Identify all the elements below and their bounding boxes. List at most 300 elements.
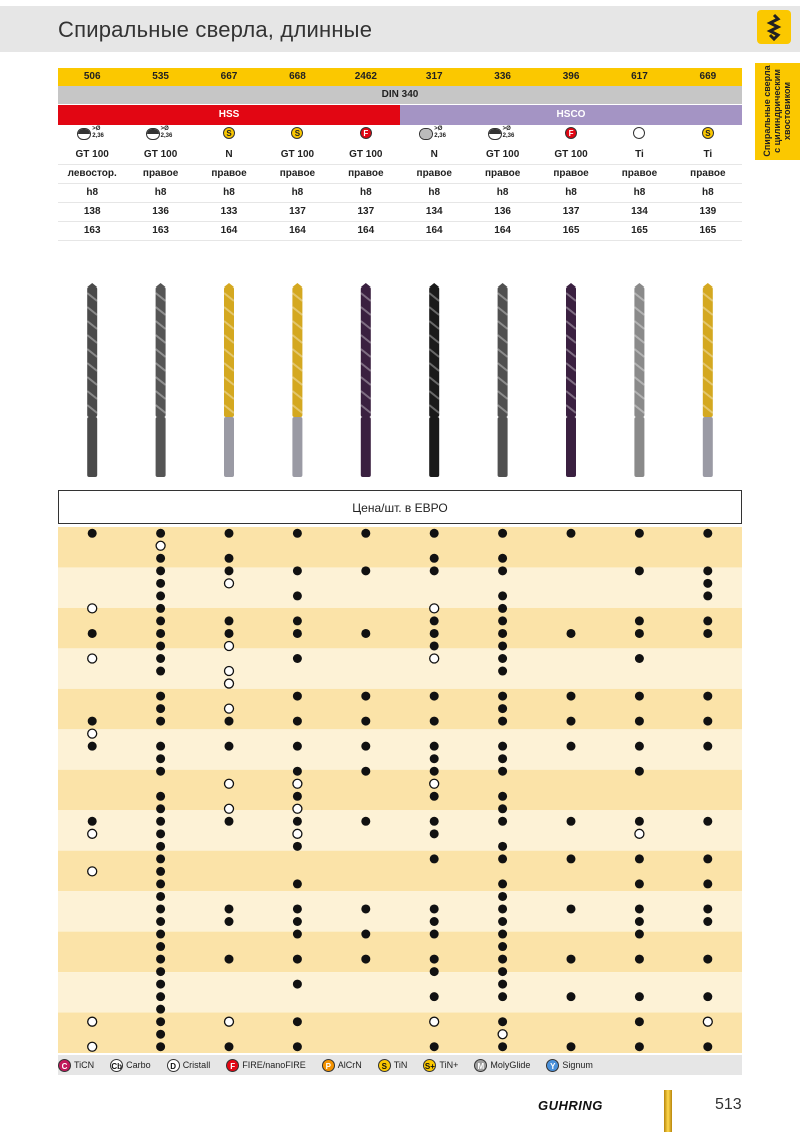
direction-cell: правое bbox=[690, 168, 726, 179]
availability-dot bbox=[293, 566, 302, 575]
availability-dot bbox=[156, 892, 165, 901]
coating-legend bbox=[58, 1055, 742, 1075]
section-side-tab[interactable] bbox=[755, 63, 800, 160]
drill-logo-icon bbox=[757, 10, 791, 44]
availability-dot-optional bbox=[430, 1017, 439, 1026]
legend-coating-icon: P bbox=[322, 1059, 335, 1072]
article-number-cell: 535 bbox=[152, 71, 169, 82]
availability-dot bbox=[156, 692, 165, 701]
availability-dot bbox=[635, 992, 644, 1001]
geometry-label: >Ø 2,36 bbox=[434, 126, 446, 139]
legend-coating-icon: M bbox=[474, 1059, 487, 1072]
availability-dot-optional bbox=[88, 654, 97, 663]
availability-dot bbox=[498, 842, 507, 851]
direction-cell: правое bbox=[416, 168, 452, 179]
geometry-icon bbox=[419, 127, 449, 141]
availability-dot bbox=[156, 529, 165, 538]
availability-dot bbox=[156, 1017, 165, 1026]
legend-item bbox=[58, 1059, 94, 1072]
page-title: Спиральные сверла, длинные bbox=[58, 17, 373, 42]
page-ref-cell: 134 bbox=[631, 206, 648, 217]
availability-dot bbox=[703, 1042, 712, 1051]
availability-dot-optional bbox=[225, 579, 234, 588]
type-cell: GT 100 bbox=[143, 149, 178, 160]
legend-label: Cristall bbox=[182, 1060, 211, 1070]
brand-logo: GUHRING bbox=[538, 1098, 603, 1113]
article-number-cell: 669 bbox=[699, 71, 717, 82]
availability-dot bbox=[498, 980, 507, 989]
drill-image bbox=[634, 283, 644, 477]
legend-item bbox=[167, 1059, 211, 1072]
tolerance-cell: h8 bbox=[154, 187, 167, 198]
legend-label: AlCrN bbox=[337, 1060, 362, 1070]
tolerance-cell: h8 bbox=[496, 187, 509, 198]
page-ref-cell: 133 bbox=[220, 206, 238, 217]
availability-dot bbox=[703, 529, 712, 538]
availability-dot bbox=[498, 529, 507, 538]
availability-dot bbox=[156, 904, 165, 913]
availability-dot bbox=[430, 955, 439, 964]
availability-dot bbox=[635, 1017, 644, 1026]
availability-dot-optional bbox=[225, 704, 234, 713]
availability-dot bbox=[567, 717, 576, 726]
type-cell: N bbox=[225, 149, 233, 160]
availability-dot bbox=[156, 829, 165, 838]
coating-symbol-cell bbox=[605, 127, 673, 145]
availability-dot bbox=[293, 1017, 302, 1026]
availability-dot bbox=[293, 792, 302, 801]
availability-dot bbox=[498, 817, 507, 826]
availability-dot bbox=[430, 917, 439, 926]
article-number-cell: 667 bbox=[220, 71, 238, 82]
availability-dot-optional bbox=[88, 829, 97, 838]
availability-dot bbox=[430, 792, 439, 801]
availability-dot bbox=[635, 1042, 644, 1051]
availability-dot-optional bbox=[635, 829, 644, 838]
availability-dot bbox=[361, 767, 370, 776]
availability-dot bbox=[567, 817, 576, 826]
availability-dot bbox=[156, 792, 165, 801]
coating-symbol-row bbox=[58, 127, 742, 145]
drill-image bbox=[429, 283, 439, 477]
page-ref-cell: 164 bbox=[425, 225, 443, 236]
fire-coating-icon: F bbox=[565, 127, 577, 139]
tolerance-row bbox=[58, 184, 742, 203]
availability-dot bbox=[156, 767, 165, 776]
legend-label: TiN+ bbox=[439, 1060, 459, 1070]
legend-item bbox=[110, 1059, 151, 1072]
availability-dot bbox=[635, 917, 644, 926]
availability-dot bbox=[498, 792, 507, 801]
coating-symbol-cell bbox=[400, 127, 468, 145]
legend-label: TiN bbox=[393, 1060, 408, 1070]
availability-dot-optional bbox=[88, 1017, 97, 1026]
availability-dot bbox=[703, 992, 712, 1001]
geometry-icon bbox=[488, 127, 518, 141]
availability-dot bbox=[156, 942, 165, 951]
availability-dot bbox=[635, 654, 644, 663]
availability-dot bbox=[156, 717, 165, 726]
availability-dot bbox=[430, 829, 439, 838]
availability-dot bbox=[430, 992, 439, 1001]
availability-dot bbox=[567, 629, 576, 638]
availability-dot bbox=[156, 980, 165, 989]
availability-dot bbox=[498, 804, 507, 813]
drill-image bbox=[498, 283, 508, 477]
tolerance-cell: h8 bbox=[633, 187, 646, 198]
availability-dot bbox=[498, 604, 507, 613]
legend-coating-icon: Y bbox=[546, 1059, 559, 1072]
availability-dot bbox=[635, 629, 644, 638]
availability-dot bbox=[498, 930, 507, 939]
availability-dot bbox=[498, 879, 507, 888]
article-number-cell: 668 bbox=[289, 71, 306, 82]
availability-dot bbox=[430, 817, 439, 826]
availability-dot bbox=[88, 817, 97, 826]
uncoated-icon bbox=[633, 127, 645, 139]
availability-dot bbox=[430, 629, 439, 638]
legend-coating-icon: D bbox=[167, 1059, 180, 1072]
availability-dot bbox=[703, 955, 712, 964]
availability-dot bbox=[635, 767, 644, 776]
drill-images bbox=[58, 283, 742, 483]
availability-dot bbox=[498, 704, 507, 713]
availability-dot bbox=[361, 529, 370, 538]
availability-dot bbox=[498, 591, 507, 600]
availability-dot bbox=[156, 591, 165, 600]
availability-dot-optional bbox=[156, 541, 165, 550]
legend-label: Signum bbox=[562, 1060, 593, 1070]
legend-item bbox=[423, 1059, 458, 1072]
fire-coating-icon: F bbox=[360, 127, 372, 139]
availability-dot bbox=[635, 616, 644, 625]
availability-dot bbox=[293, 616, 302, 625]
availability-dot bbox=[293, 717, 302, 726]
availability-dot bbox=[703, 566, 712, 575]
availability-dot bbox=[225, 616, 234, 625]
article-number-row bbox=[58, 68, 742, 86]
availability-dot bbox=[498, 566, 507, 575]
availability-dot-optional bbox=[88, 729, 97, 738]
availability-dot bbox=[156, 667, 165, 676]
type-cell: GT 100 bbox=[554, 149, 588, 160]
availability-dots bbox=[58, 527, 742, 1053]
page-ref-cell: 136 bbox=[152, 206, 169, 217]
legend-coating-icon: Cb bbox=[110, 1059, 123, 1072]
drill-image bbox=[361, 283, 371, 477]
availability-dot bbox=[635, 854, 644, 863]
legend-item bbox=[322, 1059, 362, 1072]
page-ref-cell: 137 bbox=[289, 206, 306, 217]
availability-dot bbox=[498, 654, 507, 663]
availability-dot bbox=[225, 917, 234, 926]
price-header: Цена/шт. в ЕВРО bbox=[58, 490, 742, 524]
availability-dot bbox=[293, 917, 302, 926]
availability-dot-optional bbox=[225, 804, 234, 813]
page-ref-cell: 137 bbox=[562, 206, 580, 217]
tin-coating-icon: S bbox=[702, 127, 714, 139]
coating-symbol-cell bbox=[332, 127, 400, 145]
availability-dot bbox=[88, 717, 97, 726]
availability-dot bbox=[156, 955, 165, 964]
availability-dot-optional bbox=[293, 779, 302, 788]
availability-dot-optional bbox=[430, 779, 439, 788]
page-ref-cell: 134 bbox=[425, 206, 443, 217]
availability-dot bbox=[430, 930, 439, 939]
coating-symbol-cell bbox=[537, 127, 605, 145]
availability-dot bbox=[293, 529, 302, 538]
legend-coating-icon: C bbox=[58, 1059, 71, 1072]
availability-dot bbox=[156, 641, 165, 650]
legend-item bbox=[226, 1059, 306, 1072]
availability-dot bbox=[567, 955, 576, 964]
availability-dot-optional bbox=[225, 779, 234, 788]
availability-dot bbox=[430, 717, 439, 726]
availability-dot bbox=[225, 742, 234, 751]
tolerance-cell: h8 bbox=[428, 187, 441, 198]
availability-dot bbox=[430, 967, 439, 976]
availability-dot bbox=[498, 967, 507, 976]
availability-dot bbox=[293, 930, 302, 939]
availability-dot bbox=[430, 529, 439, 538]
availability-dot bbox=[225, 629, 234, 638]
availability-dot bbox=[635, 692, 644, 701]
availability-dot bbox=[498, 942, 507, 951]
page-ref-cell: 136 bbox=[494, 206, 511, 217]
legend-item bbox=[546, 1059, 593, 1072]
availability-dot bbox=[498, 892, 507, 901]
page-ref-cell: 165 bbox=[631, 225, 648, 236]
availability-dot bbox=[703, 742, 712, 751]
legend-item bbox=[378, 1059, 408, 1072]
tolerance-cell: h8 bbox=[565, 187, 577, 198]
availability-dot bbox=[703, 591, 712, 600]
legend-label: TiCN bbox=[74, 1060, 95, 1070]
availability-dot bbox=[498, 692, 507, 701]
availability-dot bbox=[430, 754, 439, 763]
page-ref-cell: 164 bbox=[289, 225, 306, 236]
availability-dot bbox=[361, 692, 370, 701]
type-cell: N bbox=[430, 149, 438, 160]
availability-dot bbox=[498, 904, 507, 913]
availability-dot bbox=[88, 529, 97, 538]
availability-dot bbox=[361, 904, 370, 913]
availability-dot bbox=[293, 591, 302, 600]
availability-dot bbox=[498, 629, 507, 638]
availability-dot bbox=[498, 641, 507, 650]
availability-dot bbox=[156, 917, 165, 926]
availability-dot bbox=[225, 904, 234, 913]
availability-dot bbox=[156, 554, 165, 563]
legend-coating-icon: F bbox=[226, 1059, 239, 1072]
availability-dot bbox=[498, 955, 507, 964]
page-ref-cell: 138 bbox=[83, 206, 101, 217]
availability-dot bbox=[430, 742, 439, 751]
standard-label: DIN 340 bbox=[381, 89, 419, 100]
article-number-cell: 396 bbox=[562, 71, 580, 82]
availability-dot-optional bbox=[88, 604, 97, 613]
availability-dot bbox=[361, 817, 370, 826]
availability-dot bbox=[703, 854, 712, 863]
side-tab-label: Спиральные сверла с цилиндрическим хвостовиком bbox=[762, 65, 792, 157]
tolerance-cell: h8 bbox=[359, 187, 372, 198]
type-cell: Ti bbox=[635, 149, 644, 160]
availability-dot bbox=[156, 1005, 165, 1014]
availability-dot bbox=[156, 879, 165, 888]
coating-symbol-cell bbox=[468, 127, 536, 145]
availability-dot bbox=[498, 754, 507, 763]
availability-dot bbox=[156, 742, 165, 751]
availability-dot-optional bbox=[293, 829, 302, 838]
availability-dot bbox=[498, 917, 507, 926]
availability-dot bbox=[156, 616, 165, 625]
availability-dot bbox=[88, 629, 97, 638]
availability-dot-optional bbox=[430, 654, 439, 663]
availability-dot-optional bbox=[225, 667, 234, 676]
drill-image bbox=[703, 283, 713, 477]
availability-dot-optional bbox=[225, 1017, 234, 1026]
availability-dot bbox=[430, 692, 439, 701]
availability-dot bbox=[293, 955, 302, 964]
availability-dot bbox=[635, 955, 644, 964]
availability-dot-optional bbox=[88, 867, 97, 876]
type-cell: GT 100 bbox=[485, 149, 520, 160]
availability-dot bbox=[293, 629, 302, 638]
material-row bbox=[58, 105, 742, 125]
page-ref-cell: 163 bbox=[83, 225, 101, 236]
availability-dot bbox=[430, 854, 439, 863]
availability-dot bbox=[430, 904, 439, 913]
legend-label: Carbo bbox=[126, 1060, 151, 1070]
availability-dot-optional bbox=[703, 1017, 712, 1026]
type-cell: GT 100 bbox=[280, 149, 315, 160]
availability-dot-optional bbox=[225, 641, 234, 650]
legend-coating-icon: S bbox=[378, 1059, 391, 1072]
availability-dot bbox=[567, 904, 576, 913]
availability-dot bbox=[567, 854, 576, 863]
direction-cell: правое bbox=[279, 168, 316, 179]
availability-dot bbox=[635, 904, 644, 913]
direction-row bbox=[58, 165, 742, 184]
availability-dot bbox=[635, 717, 644, 726]
availability-dot bbox=[225, 529, 234, 538]
type-cell: Ti bbox=[703, 149, 713, 160]
page-ref-cell: 164 bbox=[357, 225, 375, 236]
availability-dot bbox=[156, 654, 165, 663]
availability-dot bbox=[225, 955, 234, 964]
availability-dot bbox=[703, 904, 712, 913]
tolerance-cell: h8 bbox=[86, 187, 99, 198]
availability-dot bbox=[498, 854, 507, 863]
availability-dot bbox=[635, 742, 644, 751]
availability-dot bbox=[703, 692, 712, 701]
coating-symbol-cell bbox=[674, 127, 742, 145]
availability-dot bbox=[430, 554, 439, 563]
page-ref-row-b bbox=[58, 222, 742, 241]
availability-dot bbox=[293, 767, 302, 776]
availability-dot-optional bbox=[88, 1042, 97, 1051]
coating-symbol-cell bbox=[58, 127, 126, 145]
availability-dot bbox=[567, 692, 576, 701]
availability-dot bbox=[88, 742, 97, 751]
availability-dot bbox=[498, 742, 507, 751]
geometry-label: >Ø 2,36 bbox=[502, 126, 515, 139]
availability-dot bbox=[293, 692, 302, 701]
availability-dot bbox=[498, 717, 507, 726]
type-cell: GT 100 bbox=[349, 149, 383, 160]
availability-dot bbox=[567, 1042, 576, 1051]
availability-dot bbox=[361, 717, 370, 726]
availability-dot bbox=[567, 742, 576, 751]
page-ref-row-a bbox=[58, 203, 742, 222]
availability-dot bbox=[156, 867, 165, 876]
direction-cell: правое bbox=[484, 168, 521, 179]
availability-dot bbox=[567, 992, 576, 1001]
availability-dot bbox=[293, 654, 302, 663]
type-row bbox=[58, 146, 742, 165]
tolerance-cell: h8 bbox=[223, 187, 235, 198]
availability-dot bbox=[361, 930, 370, 939]
availability-dot bbox=[156, 566, 165, 575]
availability-dot bbox=[156, 967, 165, 976]
availability-dot bbox=[361, 629, 370, 638]
availability-dot bbox=[156, 854, 165, 863]
availability-dot-optional bbox=[430, 604, 439, 613]
availability-dot bbox=[498, 616, 507, 625]
availability-dot bbox=[293, 879, 302, 888]
page-ref-cell: 165 bbox=[562, 225, 580, 236]
availability-dot bbox=[293, 817, 302, 826]
availability-dot bbox=[498, 554, 507, 563]
availability-dot bbox=[498, 992, 507, 1001]
drill-image bbox=[156, 283, 166, 477]
legend-label: MolyGlide bbox=[490, 1060, 531, 1070]
availability-dot bbox=[156, 1030, 165, 1039]
availability-dot bbox=[361, 566, 370, 575]
drill-image bbox=[566, 283, 576, 477]
availability-dot bbox=[156, 1042, 165, 1051]
availability-dot bbox=[156, 930, 165, 939]
geometry-icon bbox=[146, 127, 176, 141]
availability-dot bbox=[703, 917, 712, 926]
tin-coating-icon: S bbox=[291, 127, 303, 139]
availability-dot bbox=[703, 629, 712, 638]
legend-coating-icon: S+ bbox=[423, 1059, 436, 1072]
availability-dot bbox=[293, 842, 302, 851]
coating-symbol-cell bbox=[195, 127, 263, 145]
geometry-icon bbox=[77, 127, 107, 141]
availability-dot bbox=[156, 604, 165, 613]
availability-dot bbox=[703, 579, 712, 588]
availability-dot bbox=[498, 1017, 507, 1026]
direction-cell: левостор. bbox=[67, 168, 117, 179]
availability-dot bbox=[156, 754, 165, 763]
availability-dot bbox=[225, 717, 234, 726]
availability-dot bbox=[156, 629, 165, 638]
drill-image bbox=[292, 283, 302, 477]
availability-dot bbox=[156, 817, 165, 826]
page-ref-cell: 137 bbox=[357, 206, 375, 217]
legend-label: FIRE/nanoFIRE bbox=[242, 1060, 306, 1070]
tin-coating-icon: S bbox=[223, 127, 235, 139]
availability-dot bbox=[430, 641, 439, 650]
standard-row bbox=[58, 86, 742, 104]
availability-dot bbox=[430, 616, 439, 625]
availability-dot bbox=[635, 529, 644, 538]
availability-dot bbox=[156, 704, 165, 713]
availability-dot bbox=[430, 1042, 439, 1051]
page-ref-cell: 164 bbox=[494, 225, 511, 236]
